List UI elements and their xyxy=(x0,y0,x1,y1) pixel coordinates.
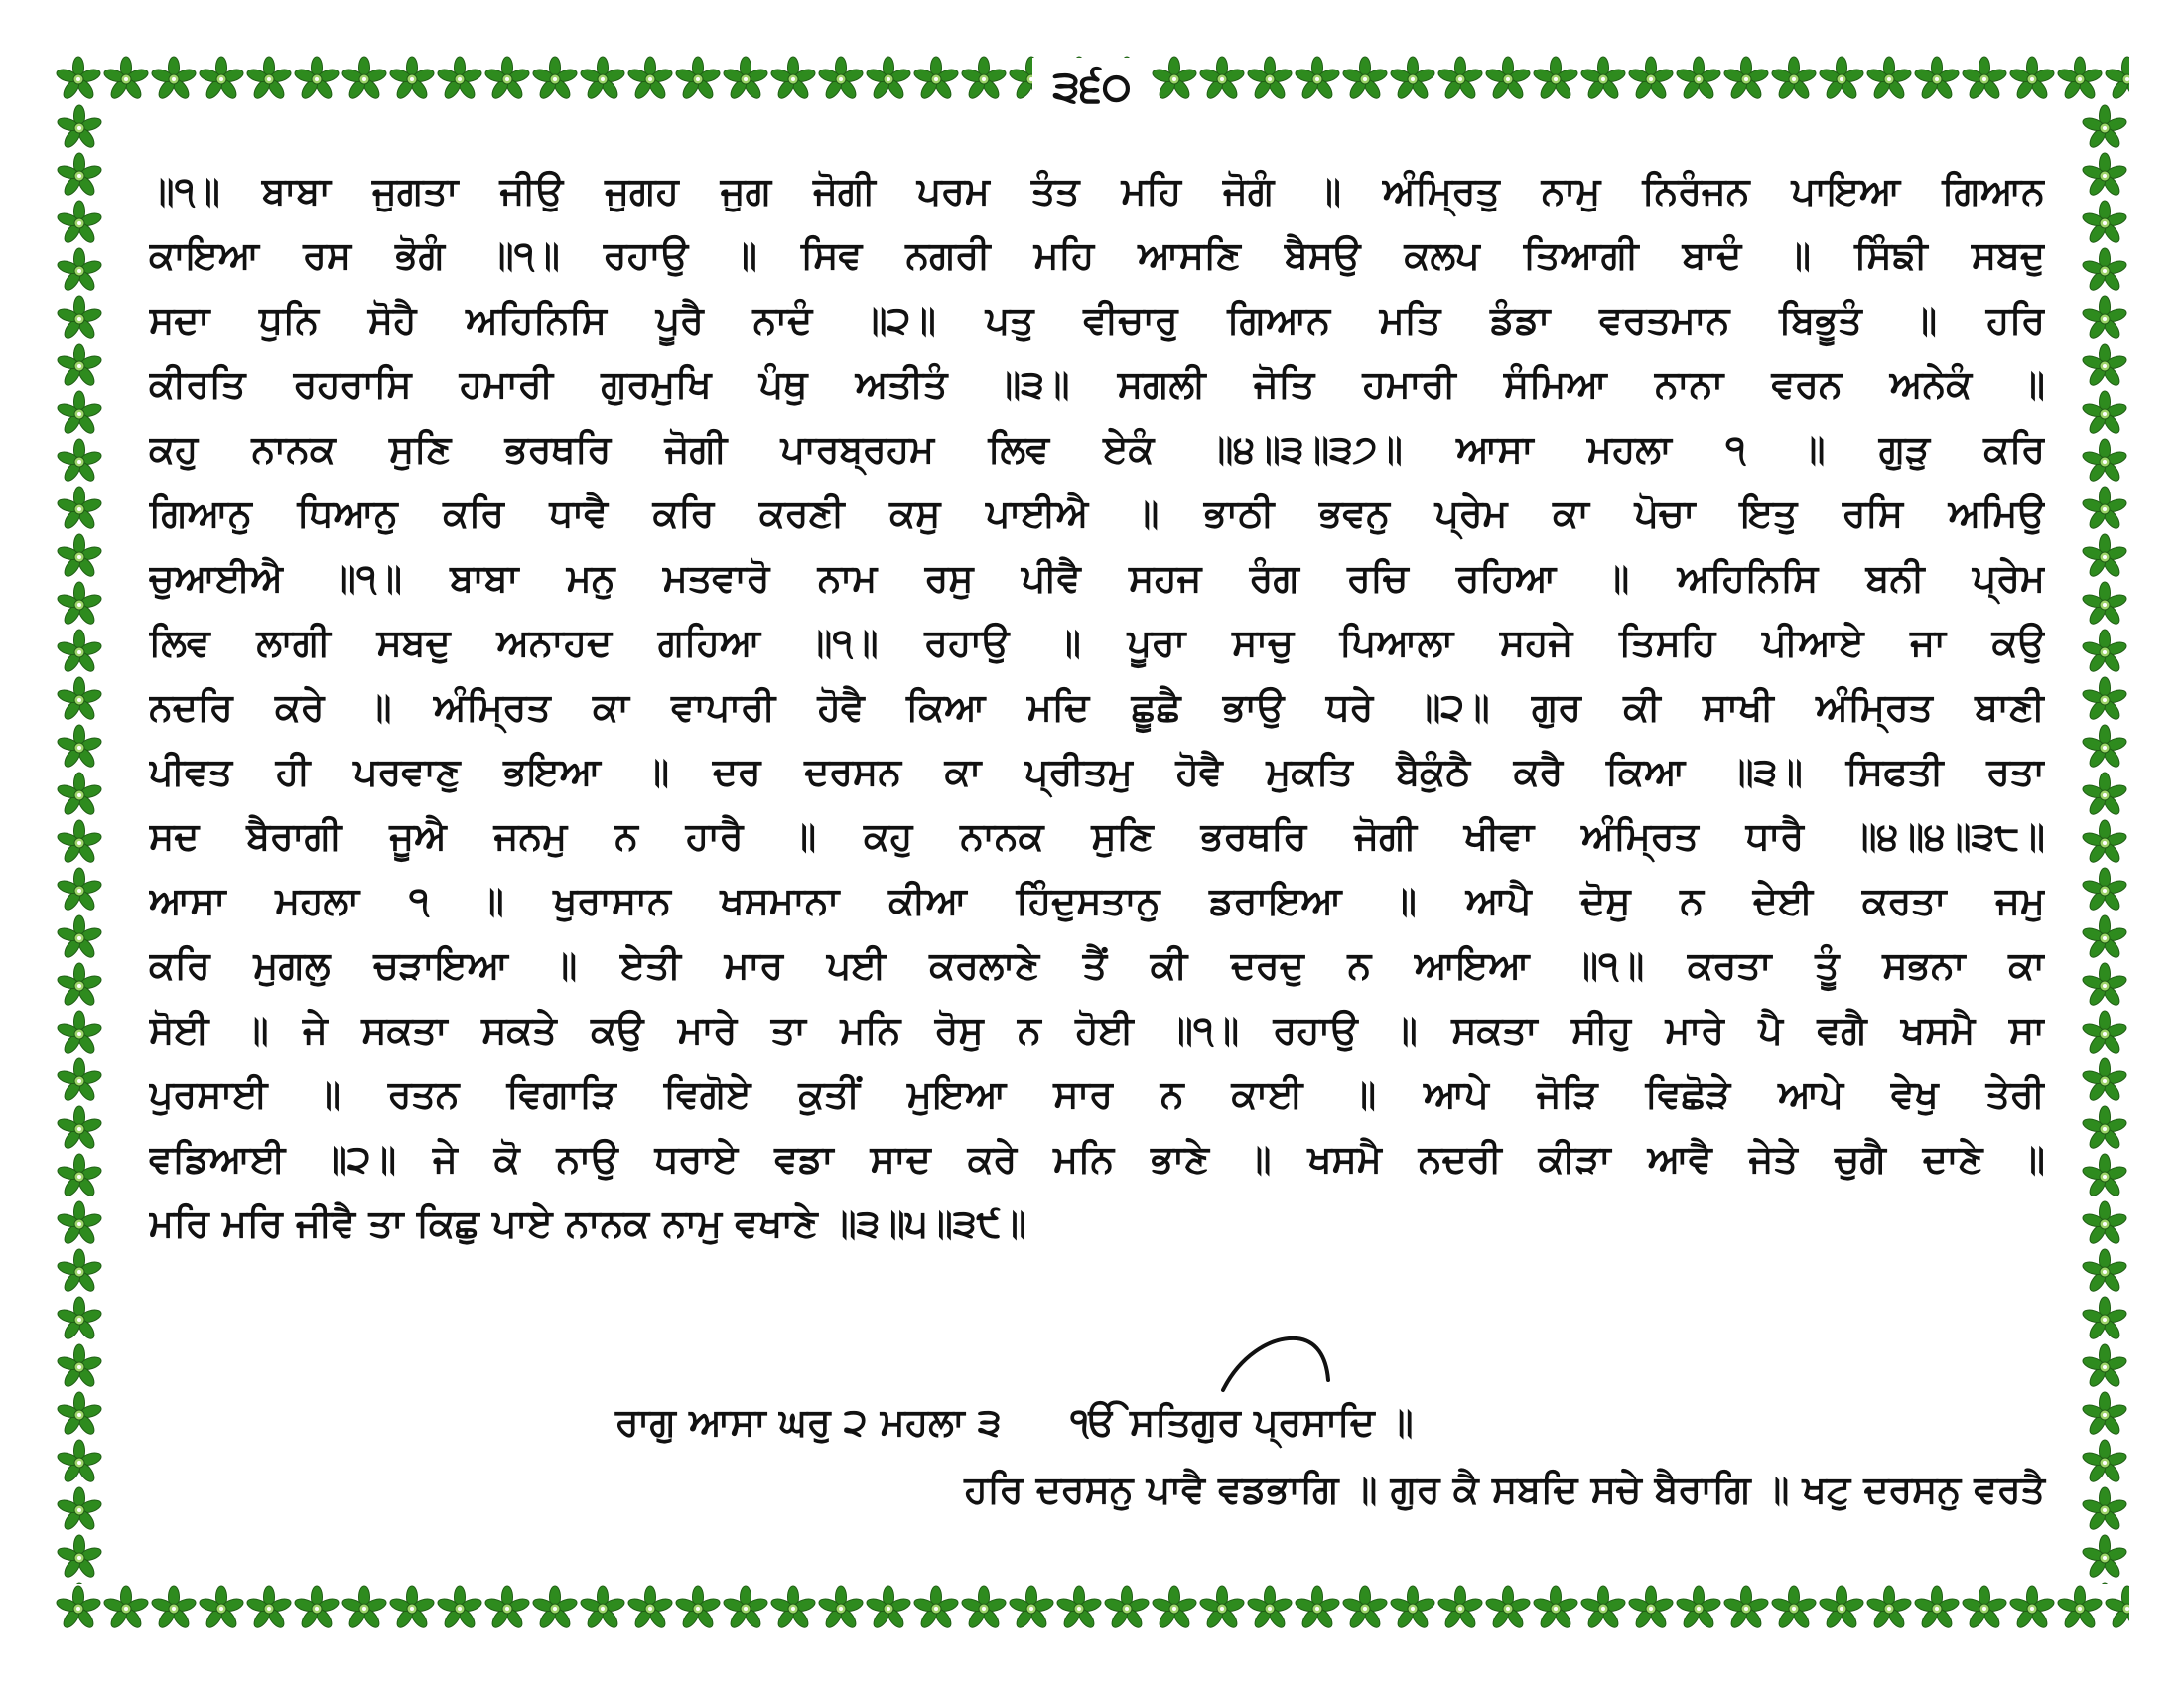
swash-icon xyxy=(1219,1329,1338,1398)
text-line: ਕਹੁ ਨਾਨਕ ਸੁਣਿ ਭਰਥਰਿ ਜੋਗੀ ਪਾਰਬ੍ਰਹਮ ਲਿਵ ਏਕੰ ॥੪॥੩॥੩੭॥ ਆਸਾ ਮਹਲਾ ੧ ॥ ਗੁੜੁ ਕਰਿ xyxy=(149,427,2045,471)
text-line: ਕੀਰਤਿ ਰਹਰਾਸਿ ਹਮਾਰੀ ਗੁਰਮੁਖਿ ਪੰਥੁ ਅਤੀਤੰ ॥੩॥ ਸਗਲੀ ਜੋਤਿ ਹਮਾਰੀ ਸੰਮਿਆ ਨਾਨਾ ਵਰਨ ਅਨੇਕੰ ॥ xyxy=(149,362,2045,406)
text-line: ਕਾਇਆ ਰਸ ਭੋਗੰ ॥੧॥ ਰਹਾਉ ॥ ਸਿਵ ਨਗਰੀ ਮਹਿ ਆਸਣਿ ਬੈਸਉ ਕਲਪ ਤਿਆਗੀ ਬਾਦੰ ॥ ਸਿੰਙੀ ਸਬਦੁ xyxy=(149,233,2045,277)
text-line: ਸੋਈ ॥ ਜੇ ਸਕਤਾ ਸਕਤੇ ਕਉ ਮਾਰੇ ਤਾ ਮਨਿ ਰੋਸੁ ਨ ਹੋਈ ॥੧॥ ਰਹਾਉ ॥ ਸਕਤਾ ਸੀਹੁ ਮਾਰੇ ਪੈ ਵਗੈ ਖਸਮੈ ਸਾ xyxy=(149,1008,2045,1052)
mool-mantar: ੴ ਸਤਿਗੁਰ ਪ੍ਰਸਾਦਿ ॥ xyxy=(1070,1400,1414,1444)
text-line: ਨਦਰਿ ਕਰੇ ॥ ਅੰਮ੍ਰਿਤ ਕਾ ਵਾਪਾਰੀ ਹੋਵੈ ਕਿਆ ਮਦਿ ਛੂਛੈ ਭਾਉ ਧਰੇ ॥੨॥ ਗੁਰ ਕੀ ਸਾਖੀ ਅੰਮ੍ਰਿਤ ਬਾਣੀ xyxy=(149,685,2045,729)
border-right xyxy=(2080,104,2129,1584)
text-line-final: ਹਰਿ ਦਰਸਨੁ ਪਾਵੈ ਵਡਭਾਗਿ ॥ ਗੁਰ ਕੈ ਸਬਦਿ ਸਚੇ ਬੈਰਾਗਿ ॥ ਖਟੁ ਦਰਸਨੁ ਵਰਤੈ xyxy=(964,1468,2045,1511)
raag-heading xyxy=(615,1390,1414,1455)
text-line: ਸਦ ਬੈਰਾਗੀ ਜੂਐ ਜਨਮੁ ਨ ਹਾਰੈ ॥ ਕਹੁ ਨਾਨਕ ਸੁਣਿ ਭਰਥਰਿ ਜੋਗੀ ਖੀਵਾ ਅੰਮ੍ਰਿਤ ਧਾਰੈ ॥੪॥੪॥੩੮॥ xyxy=(149,814,2045,858)
text-line: ਕਰਿ ਮੁਗਲੁ ਚੜਾਇਆ ॥ ਏਤੀ ਮਾਰ ਪਈ ਕਰਲਾਣੇ ਤੈਂ ਕੀ ਦਰਦੁ ਨ ਆਇਆ ॥੧॥ ਕਰਤਾ ਤੂੰ ਸਭਨਾ ਕਾ xyxy=(149,943,2045,987)
text-line: ਸਦਾ ਧੁਨਿ ਸੋਹੈ ਅਹਿਨਿਸਿ ਪੂਰੈ ਨਾਦੰ ॥੨॥ ਪਤੁ ਵੀਚਾਰੁ ਗਿਆਨ ਮਤਿ ਡੰਡਾ ਵਰਤਮਾਨ ਬਿਭੂਤੰ ॥ ਹਰਿ xyxy=(149,298,2045,342)
text-line: ਮਰਿ ਮਰਿ ਜੀਵੈ ਤਾ ਕਿਛੁ ਪਾਏ ਨਾਨਕ ਨਾਮੁ ਵਖਾਣੇ ॥੩॥੫॥੩੯॥ xyxy=(149,1201,1027,1245)
scripture-body xyxy=(149,159,2045,1256)
flower-border-left xyxy=(55,104,104,1584)
raag-title: ਰਾਗੁ ਆਸਾ ਘਰੁ ੨ ਮਹਲਾ ੩ xyxy=(615,1400,1002,1444)
text-line: ਲਿਵ ਲਾਗੀ ਸਬਦੁ ਅਨਾਹਦ ਗਹਿਆ ॥੧॥ ਰਹਾਉ ॥ ਪੂਰਾ ਸਾਚੁ ਪਿਆਲਾ ਸਹਜੇ ਤਿਸਹਿ ਪੀਆਏ ਜਾ ਕਉ xyxy=(149,621,2045,664)
text-line: ਚੁਆਈਐ ॥੧॥ ਬਾਬਾ ਮਨੁ ਮਤਵਾਰੋ ਨਾਮ ਰਸੁ ਪੀਵੈ ਸਹਜ ਰੰਗ ਰਚਿ ਰਹਿਆ ॥ ਅਹਿਨਿਸਿ ਬਨੀ ਪ੍ਰੇਮ xyxy=(149,556,2045,600)
text-line: ਪੀਵਤ ਹੀ ਪਰਵਾਣੁ ਭਇਆ ॥ ਦਰ ਦਰਸਨ ਕਾ ਪ੍ਰੀਤਮੁ ਹੋਵੈ ਮੁਕਤਿ ਬੈਕੁੰਠੈ ਕਰੈ ਕਿਆ ॥੩॥ ਸਿਫਤੀ ਰਤਾ xyxy=(149,750,2045,793)
flower-border-bottom xyxy=(55,1584,2129,1633)
page-number: ੩੬੦ xyxy=(1032,58,1152,117)
text-line: ਵਡਿਆਈ ॥੨॥ ਜੇ ਕੋ ਨਾਉ ਧਰਾਏ ਵਡਾ ਸਾਦ ਕਰੇ ਮਨਿ ਭਾਣੇ ॥ ਖਸਮੈ ਨਦਰੀ ਕੀੜਾ ਆਵੈ ਜੇਤੇ ਚੁਗੈ ਦਾਣੇ ॥ xyxy=(149,1137,2045,1181)
flower-border-right xyxy=(2080,104,2129,1584)
text-line: ॥੧॥ ਬਾਬਾ ਜੁਗਤਾ ਜੀਉ ਜੁਗਹ ਜੁਗ ਜੋਗੀ ਪਰਮ ਤੰਤ ਮਹਿ ਜੋਗੰ ॥ ਅੰਮ੍ਰਿਤੁ ਨਾਮੁ ਨਿਰੰਜਨ ਪਾਇਆ ਗਿਆਨ xyxy=(149,169,2045,212)
text-line: ਆਸਾ ਮਹਲਾ ੧ ॥ ਖੁਰਾਸਾਨ ਖਸਮਾਨਾ ਕੀਆ ਹਿੰਦੁਸਤਾਨੁ ਡਰਾਇਆ ॥ ਆਪੈ ਦੋਸੁ ਨ ਦੇਈ ਕਰਤਾ ਜਮੁ xyxy=(149,879,2045,922)
text-line: ਗਿਆਨੁ ਧਿਆਨੁ ਕਰਿ ਧਾਵੈ ਕਰਿ ਕਰਣੀ ਕਸੁ ਪਾਈਐ ॥ ਭਾਠੀ ਭਵਨੁ ਪ੍ਰੇਮ ਕਾ ਪੋਚਾ ਇਤੁ ਰਸਿ ਅਮਿਉ xyxy=(149,492,2045,535)
border-bottom xyxy=(55,1584,2129,1633)
border-left xyxy=(55,104,104,1584)
text-line: ਪੁਰਸਾਈ ॥ ਰਤਨ ਵਿਗਾੜਿ ਵਿਗੋਏ ਕੁਤੀਂ ਮੁਇਆ ਸਾਰ ਨ ਕਾਈ ॥ ਆਪੇ ਜੋੜਿ ਵਿਛੋੜੇ ਆਪੇ ਵੇਖੁ ਤੇਰੀ xyxy=(149,1072,2045,1116)
